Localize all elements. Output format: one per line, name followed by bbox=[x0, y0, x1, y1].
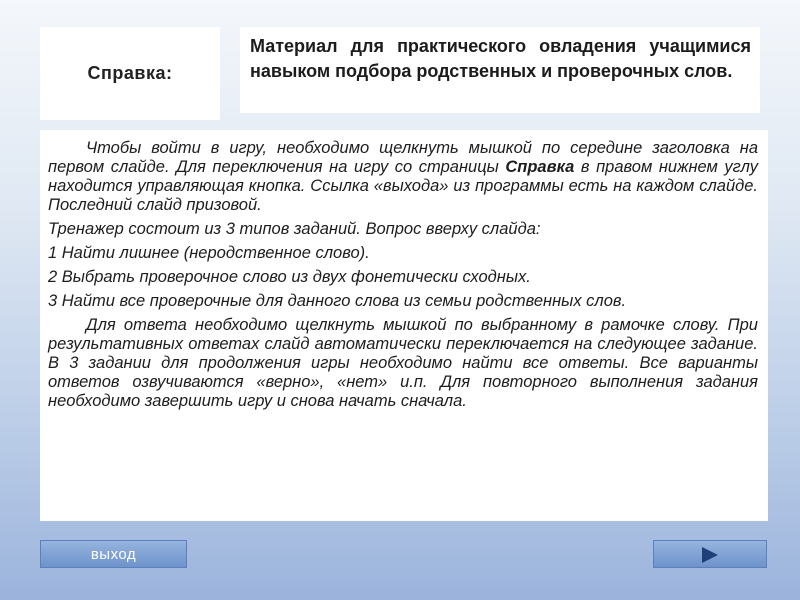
next-slide-button[interactable] bbox=[653, 540, 767, 568]
title-box bbox=[40, 27, 220, 120]
instructions-bold-term: Справка bbox=[505, 158, 575, 176]
play-arrow-icon bbox=[701, 546, 719, 564]
page-title: Справка: bbox=[87, 63, 173, 83]
instructions-text-end: в правом нижнем углу находится управляющая кнопка. Ссылка «выхода» из программы есть на каждом слайде. Последний слайд призовой. bbox=[48, 158, 758, 214]
help-content bbox=[40, 130, 768, 521]
answer-instructions: Для ответа необходимо щелкнуть мышкой по выбранному в рамочке слову. При результативных ответах слайд автоматически переключается на следующее задание. В 3 задании для продолжения игры необходимо найти все ответы. Все варианты ответов озвучиваются «верно», «нет» и.п. Для повторного выполнения задания необходимо завершить игру и снова начать сначала. bbox=[48, 316, 758, 410]
instructions-text-start: Чтобы войти в игру, необходимо щелкнуть мышкой по середине заголовка на первом слайде. Для переключения на игру со страницы bbox=[48, 139, 758, 176]
trainer-description: Тренажер состоит из 3 типов заданий. Вопрос вверху слайда: bbox=[48, 220, 541, 238]
task-type-3: 3 Найти все проверочные для данного слова из семьи родственных слов. bbox=[48, 292, 627, 310]
task-type-1: 1 Найти лишнее (неродственное слово). bbox=[48, 244, 370, 262]
material-heading: Материал для практического овладения учащимися навыком подбора родственных и проверочных слов. bbox=[250, 36, 751, 81]
instructions-paragraph bbox=[48, 139, 758, 215]
exit-button[interactable] bbox=[40, 540, 187, 568]
task-type-2: 2 Выбрать проверочное слово из двух фонетически сходных. bbox=[48, 268, 531, 286]
exit-button-label: выход bbox=[90, 545, 137, 563]
heading-box bbox=[240, 27, 760, 113]
